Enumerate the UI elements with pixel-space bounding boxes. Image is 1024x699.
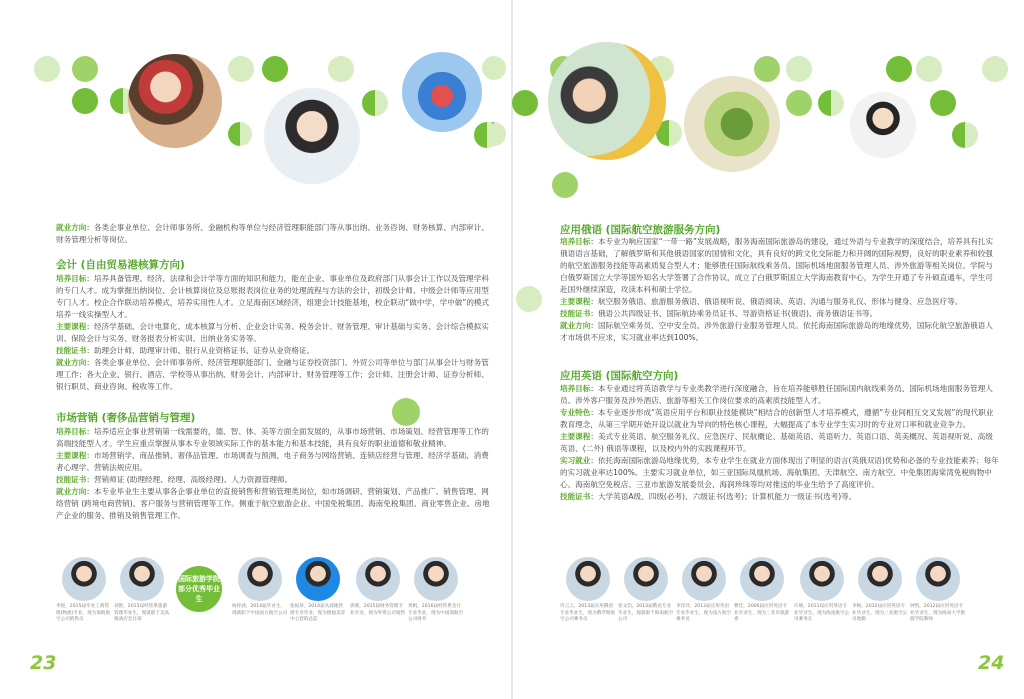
avatar xyxy=(682,557,726,601)
accounting-title: 会计 (自由贸易港核算方向) xyxy=(56,259,185,271)
alumni-card xyxy=(56,557,112,624)
goal-text: 本专业为响应国家“一带一路”发展战略，服务海南国际旅游岛的建设，通过外语与专业教学的深度结合，培养具有扎实俄语语言基础，了解俄罗斯和其他俄语国家的国情和文化，具有良好的跨文化交际能力和开阔的国际视野，良好的职业素养和较强的航空旅游服务技能等高素质复合型人才；能够胜任国际航线乘务员、国际机场地面服务管理人员、涉外旅游等相关岗位。学院与白俄罗斯国立大学等国外知名大学签署了合作协议，成立了白俄罗斯国立大学海南教育中心，为学生开通了专升硕直通车，学生可赴国外继续深造，攻读本科和硕士学位。 xyxy=(560,237,994,294)
decor-dot xyxy=(818,90,844,116)
alumni-card xyxy=(408,557,464,624)
cert-text: 俄语公共四级证书、国际航协乘务员证书、导游资格证书(俄语)、商务俄语证书等。 xyxy=(597,309,878,318)
alumni-card xyxy=(560,557,616,624)
avatar xyxy=(800,557,844,601)
job-text: 国际航空乘务员、空中安全员、涉外旅游行业服务管理人员。依托海南国际旅游岛的地缘优势，国际化航空旅游俄语人才市场供不应求，实习就业率达到100%。 xyxy=(560,321,993,342)
decor-dot xyxy=(262,56,288,82)
alumni-card xyxy=(290,557,346,624)
cert-label: 技能证书： xyxy=(56,475,94,484)
avatar xyxy=(740,557,784,601)
avatar xyxy=(566,557,610,601)
goal-text: 本专业通过将英语教学与专业类教学进行深度融合，旨在培养能够胜任国际国内航线乘务员、国际机场地面服务管理人员、涉外客户服务及涉外酒店、旅游等相关工作岗位要求的高素质技能型人才。 xyxy=(560,384,993,405)
alumni-card xyxy=(232,557,288,617)
avatar xyxy=(916,557,960,601)
decor-dot xyxy=(952,122,978,148)
cert-label: 技能证书： xyxy=(560,309,598,318)
cert-text: 营销师证 (助理经理、经理、高级经理)、人力资源管理师。 xyxy=(93,475,293,484)
decor-dot xyxy=(228,56,254,82)
alumni-caption: 黄帆，2016届经管系会计专业毕业，现为中国商航空公司财务 xyxy=(408,604,464,622)
decor-dot xyxy=(512,90,538,116)
decor-dot xyxy=(228,122,252,146)
decor-dot xyxy=(474,122,500,148)
decor-dot xyxy=(482,56,506,80)
alumni-card xyxy=(910,557,966,624)
alumni-caption: 张振珍，2014届从商地管理专业毕业，现为德福美容中心营销总监 xyxy=(290,604,346,622)
goal-label: 培养目标： xyxy=(560,384,598,393)
job-label: 就业方向： xyxy=(56,487,94,496)
accounting-section xyxy=(56,273,492,393)
decor-dot xyxy=(754,56,780,82)
course-text: 美式专业英语、航空服务礼仪、应急医疗、民航概论、基础英语、英语听力、英语口语、英美概况、英语视听说、高级英语、(二外) 俄语等课程，以及校内外的实践课程环节。 xyxy=(560,432,993,453)
course-label: 主要课程： xyxy=(560,297,598,306)
employment-text: 各类企事业单位、会计师事务所、金融机构等单位与经济管理职能部门等从事出纳、业务咨询、财务核算、内部审计、财务管理分析等岗位。 xyxy=(56,223,489,244)
english-section xyxy=(560,383,1000,503)
english-title: 应用英语 (国际航空方向) xyxy=(560,370,679,382)
feature-text: 本专业逐步形成“英语应用平台和职业技能模块”相结合的创新型人才培养模式，遵循“专业间相互交叉发展”的现代职业教育理念，从第三学期开始开设以就业为导向的特色核心课程，大幅提高了本专业学生实习时的专业对口率和就业竞争力。 xyxy=(560,408,994,429)
avatar xyxy=(414,557,458,601)
photo-bank-counter xyxy=(128,54,222,148)
alumni-caption: 曹佳，2006届应用英语专业毕业生，现为三亚市旅游委 xyxy=(734,604,790,622)
job-label: 就业方向： xyxy=(560,321,598,330)
avatar xyxy=(858,557,902,601)
alumni-card xyxy=(852,557,908,624)
page-number: 23 xyxy=(30,652,57,674)
alumni-card xyxy=(618,557,674,624)
avatar xyxy=(120,557,164,601)
russian-section xyxy=(560,236,1000,344)
decor-dot xyxy=(552,172,578,198)
decor-dot xyxy=(982,56,1008,82)
photo-student-study xyxy=(264,88,360,184)
decor-dot xyxy=(362,90,388,116)
alumni-caption: 李梅，2012届应用英语专业毕业生，现为三亚航空公司地勤 xyxy=(852,604,908,622)
goal-label: 培养目标： xyxy=(560,237,598,246)
page-number: 24 xyxy=(978,652,1005,674)
alumni-card xyxy=(114,557,170,624)
goal-label: 培养目标： xyxy=(56,274,94,283)
photo-outdoor-group xyxy=(684,76,780,172)
alumni-caption: 钟凯，2012届应用英语专业毕业生，现为海南大学旅游学院教师 xyxy=(910,604,966,622)
job-label: 就业方向： xyxy=(56,358,94,367)
marketing-section xyxy=(56,426,492,522)
alumni-caption: 李洋洋，2013届应用英语专业毕业生，现为南方航空乘务员 xyxy=(676,604,732,622)
decor-dot xyxy=(916,56,942,82)
alumni-card xyxy=(794,557,850,624)
avatar xyxy=(356,557,400,601)
alumni-caption: 李悦，2015届毕业工商管理(物流)专业，现为海航航空公司销售员 xyxy=(56,604,111,622)
course-label: 主要课程： xyxy=(56,322,94,331)
marketing-title: 市场营销 (奢侈品营销与管理) xyxy=(56,412,196,424)
course-text: 市场营销学、商品推销、奢侈品管理、市场调查与预测、电子商务与网络营销、连锁店经营与管理、经济学基础、消费者心理学、营销法规应用。 xyxy=(56,451,489,472)
feature-label: 专业特色： xyxy=(560,408,598,417)
goal-text: 培养具备管理、经济、法律和会计学等方面的知识和能力，能在企业、事业单位及政府部门从事会计工作以及管理学科的专门人才。成为掌握出纳岗位、会计核算岗位及总账报表岗位业务的处理流程与方法的会计，初级会计师、中级会计师等应用型专门人才。校企合作联动培养模式，培养实用性人才。立足海南区域经济，组建会计技能基地，校企联动“做中学，学中做”的模式培养一线实操型人才。 xyxy=(56,274,490,319)
photo-cabin-service xyxy=(850,92,916,158)
alumni-caption: 许晴，2011届应用英语专业毕业生，现为海南航空公司乘务长 xyxy=(794,604,850,622)
job-text: 本专业毕业生主要从事各企事业单位的直接销售和营销管理类岗位，如市场调研、营销策划、产品推广、销售管理、网络营销 (跨境电商营销)、客户服务与营销管理等工作。侧重于航空旅游企业、中国免税集团、海南免税集团、商业零售企业、房地产企业的服务、推销及销售管理工作。 xyxy=(56,487,490,520)
employment-label: 就业方向： xyxy=(56,223,94,232)
decor-dot xyxy=(786,90,812,116)
cert-text: 大学英语A级、四级(必考)、六级证书(选考)；计算机能力一级证书(选考)等。 xyxy=(597,492,857,501)
intro-employment xyxy=(56,222,492,246)
photo-outdoor-event xyxy=(402,52,482,132)
goal-text: 培养适应企事业营销第一线需要的，德、智、体、美等方面全面发展的，从事市场营销、市场策划、经营管理等工作的高端技能型人才。学生应重点掌握从事本专业领域实际工作的基本能力和基本技能，具有良好的职业道德和敬业精神。 xyxy=(56,427,489,448)
alumni-caption: 郭燕，2015届财务管理专业毕业，现为外资公司销售 xyxy=(350,604,406,616)
alumni-caption: 符云云，2013届应用俄语专业毕业生，现为俄罗斯航空公司乘务员 xyxy=(560,604,616,622)
right-page xyxy=(512,0,1024,699)
alumni-card xyxy=(350,557,406,617)
alumni-badge xyxy=(176,566,222,612)
decor-dot xyxy=(786,56,812,82)
cert-text: 助理会计师、助理审计师、银行从业资格证书、证券从业资格证。 xyxy=(93,346,315,355)
practice-text: 依托海南国际旅游岛地缘优势，本专业学生在就业方面体现出了明显的语言(英俄双语)优势和必备的专业技能素养；每年的实习就业率达100%。主要实习就业单位，如三亚国际凤凰机场、海航集团、天津航空、南方航空、中免集团海棠湾免税购物中心、海南航空免税店、三亚市旅游发展委员会、海润珍珠等均对推送的毕业生给予了高度评价。 xyxy=(560,456,999,489)
cert-label: 技能证书： xyxy=(560,492,598,501)
alumni-card xyxy=(676,557,732,624)
job-text: 各类企事业单位、会计师事务所、经济管理职能部门、金融与证券投资部门、外贸公司等单位与部门从事会计与财务管理工作；各大企业、银行、酒店、学校等从事出纳、财务会计、内部审计、财务管理等工作；会计师、注册会计师、证券分析师、银行职员、商业咨询、税收等工作。 xyxy=(56,358,489,391)
decor-dot xyxy=(930,90,956,116)
course-label: 主要课程： xyxy=(56,451,94,460)
decor-dot xyxy=(328,56,354,82)
photo-classroom-teacher xyxy=(548,42,666,160)
avatar xyxy=(296,557,340,601)
decor-dot xyxy=(72,56,98,82)
alumni-caption: 杨梓涵，2014届毕业生，现就职于中国南方航空公司 xyxy=(232,604,288,616)
goal-label: 培养目标： xyxy=(56,427,94,436)
alumni-caption: 张文钧，2013届俄语专业毕业生，现就职于海南航空公司 xyxy=(618,604,674,622)
alumni-card xyxy=(734,557,790,624)
russian-title: 应用俄语 (国际航空旅游服务方向) xyxy=(560,224,721,236)
alumni-caption: 刘艳，2015届经管系旅游管理毕业生，现就职于美高梅酒店会计部 xyxy=(114,604,170,622)
decor-dot xyxy=(516,286,542,312)
avatar xyxy=(238,557,282,601)
badge-text: 国际旅游学院部分优秀毕业生 xyxy=(178,575,220,603)
decor-dot xyxy=(34,56,60,82)
avatar xyxy=(624,557,668,601)
cert-label: 技能证书： xyxy=(56,346,94,355)
decor-dot xyxy=(886,56,912,82)
practice-label: 实习就业： xyxy=(560,456,598,465)
decor-dot xyxy=(392,398,420,426)
decor-dot xyxy=(72,88,98,114)
course-text: 航空服务俄语、旅游服务俄语、俄语视听说、俄语阅读、英语、沟通与服务礼仪、形体与健身、应急医疗等。 xyxy=(597,297,963,306)
avatar xyxy=(62,557,106,601)
course-text: 经济学基础、会计电算化、成本核算与分析、企业会计实务、税务会计、财务管理、审计基础与实务、会计综合模拟实训、保险会计与实务、财务报表分析实训、出纳业务实务等。 xyxy=(56,322,489,343)
course-label: 主要课程： xyxy=(560,432,598,441)
